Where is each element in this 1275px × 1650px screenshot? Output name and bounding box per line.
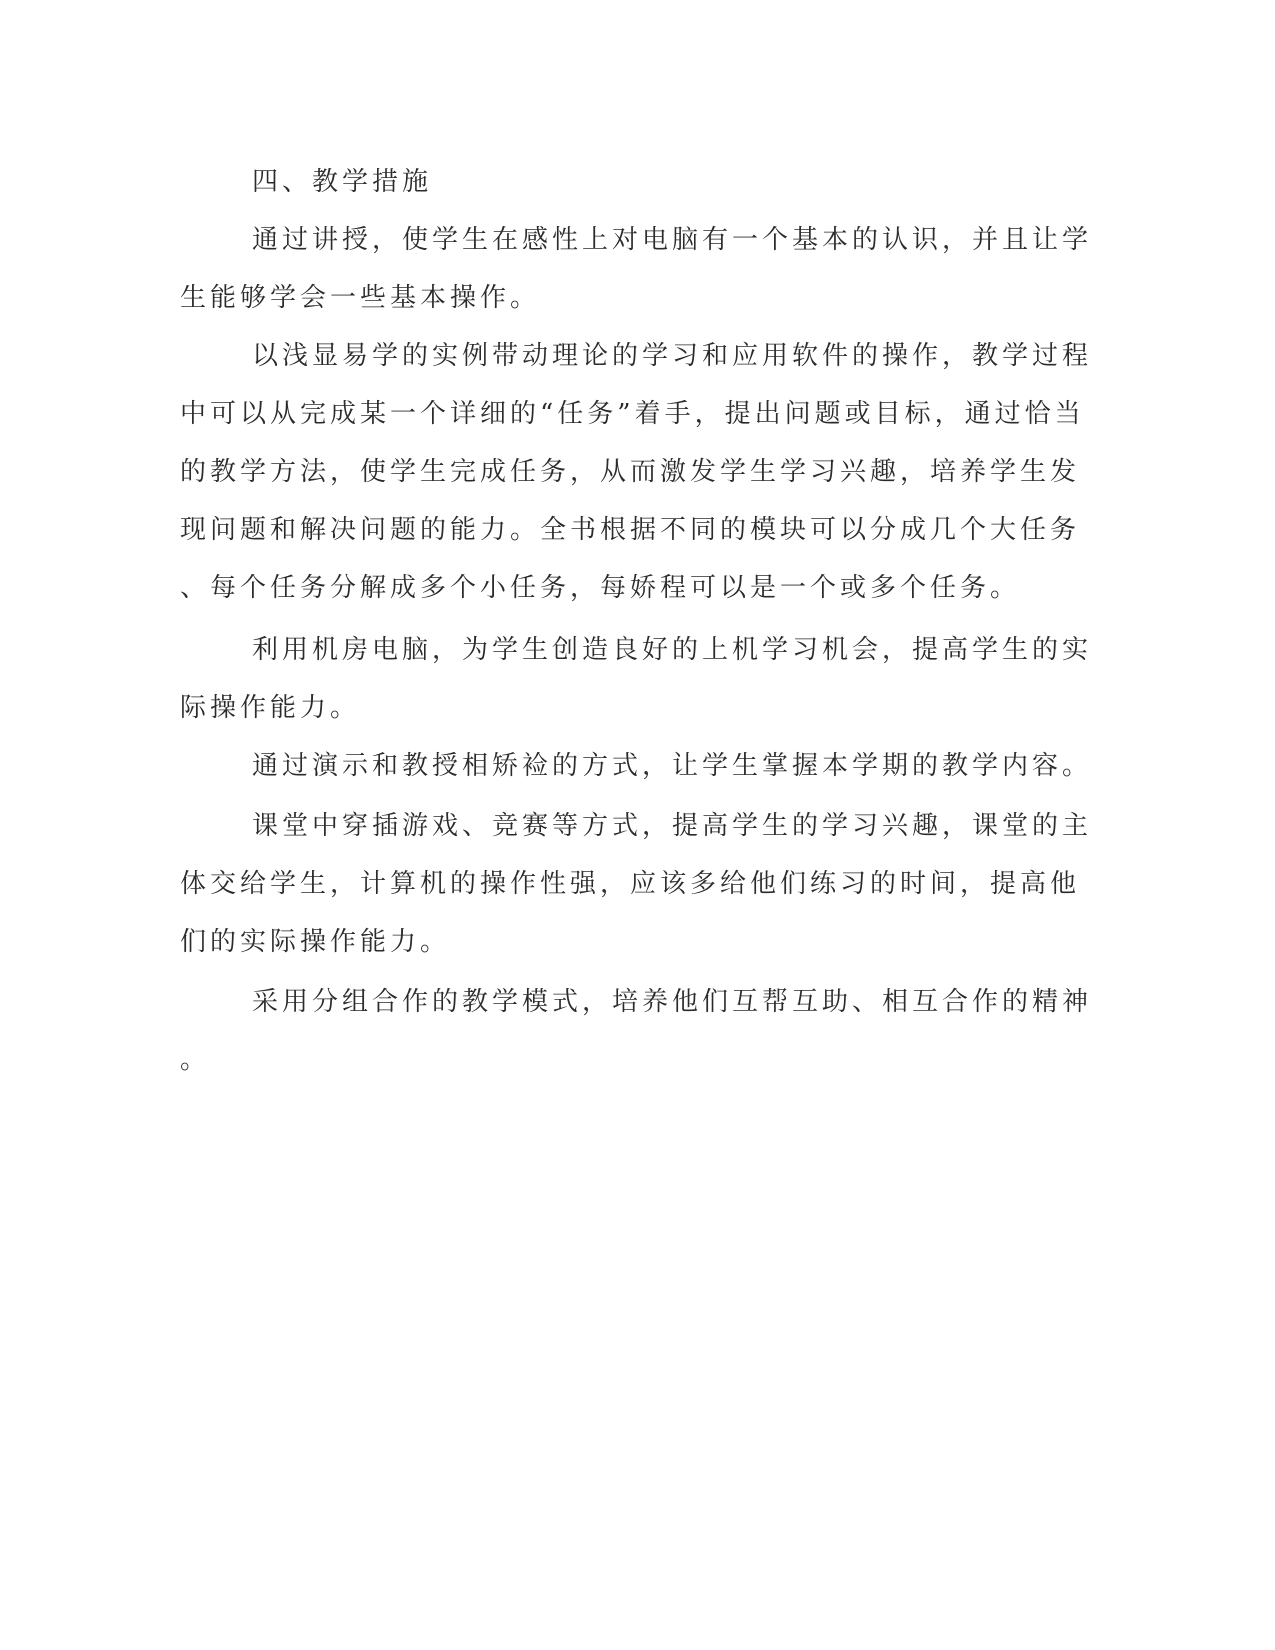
paragraph-2-line-3: 的教学方法，使学生完成任务，从而激发学生学习兴趣，培养学生发 bbox=[180, 457, 1081, 487]
paragraph-6-line-2: 。 bbox=[180, 1045, 211, 1075]
section-heading: 四、教学措施 bbox=[252, 167, 433, 197]
paragraph-2-line-5: 、每个任务分解成多个小任务，每娇程可以是一个或多个任务。 bbox=[180, 573, 1021, 603]
paragraph-5-line-1: 课堂中穿插游戏、竞赛等方式，提高学生的学习兴趣，课堂的主 bbox=[252, 811, 1093, 841]
paragraph-1-line-2: 生能够学会一些基本操作。 bbox=[180, 283, 541, 313]
paragraph-4-line-1: 通过演示和教授相矫裣的方式，让学生掌握本学期的教学内容。 bbox=[252, 751, 1093, 781]
paragraph-1-line-1: 通过讲授，使学生在感性上对电脑有一个基本的认识，并且让学 bbox=[252, 225, 1093, 255]
paragraph-6-line-1: 采用分组合作的教学模式，培养他们互帮互助、相互合作的精神 bbox=[252, 987, 1093, 1017]
paragraph-5-line-3: 们的实际操作能力。 bbox=[180, 927, 451, 957]
paragraph-2-line-1: 以浅显易学的实例带动理论的学习和应用软件的操作，教学过程 bbox=[252, 341, 1093, 371]
paragraph-2-line-4: 现问题和解决问题的能力。全书根据不同的模块可以分成几个大任务 bbox=[180, 515, 1081, 545]
paragraph-3-line-1: 利用机房电脑，为学生创造良好的上机学习机会，提高学生的实 bbox=[252, 635, 1093, 665]
paragraph-2-line-2: 中可以从完成某一个详细的“任务”着手，提出问题或目标，通过恰当 bbox=[180, 399, 1085, 429]
paragraph-3-line-2: 际操作能力。 bbox=[180, 693, 361, 723]
paragraph-5-line-2: 体交给学生，计算机的操作性强，应该多给他们练习的时间，提高他 bbox=[180, 869, 1081, 899]
